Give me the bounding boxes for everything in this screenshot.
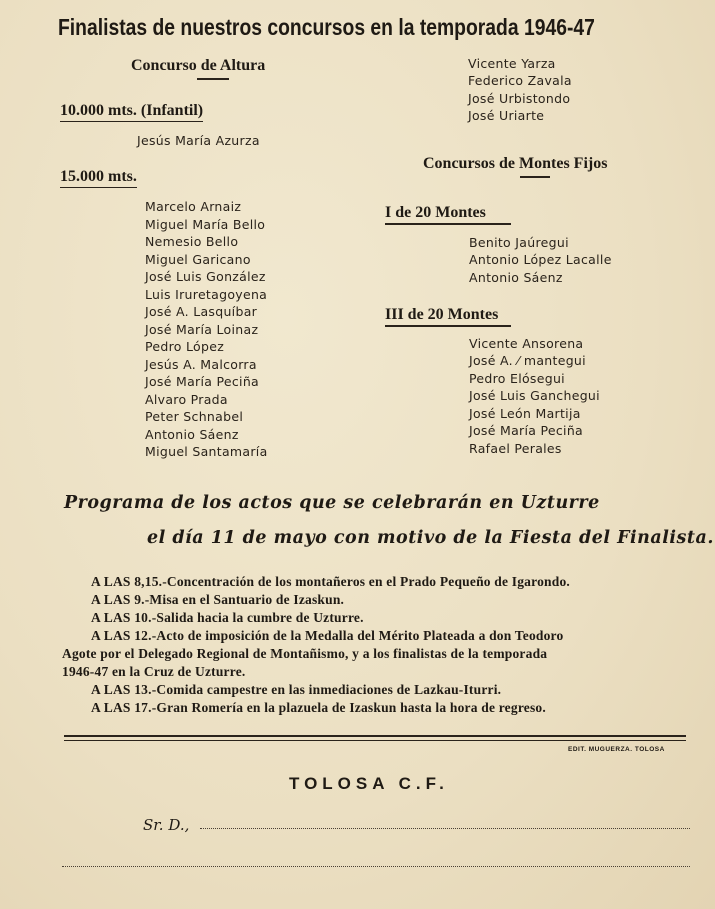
mts15000-heading: 15.000 mts. [60,168,137,188]
list-item: José Luis Ganchegui [469,388,600,403]
list-item: José A. ⁄ mantegui [469,353,586,368]
list-item: Nemesio Bello [145,234,239,249]
list-item: José Luis González [145,269,266,284]
infantil-name: Jesús María Azurza [137,133,260,148]
montes-heading-rule [520,176,550,178]
schedule-item: A LAS 10.-Salida hacia la cumbre de Uzturre. [91,610,364,625]
list-item: Rafael Perales [469,441,562,456]
list-item: Peter Schnabel [145,409,244,424]
schedule-item: A LAS 17.-Gran Romería en la plazuela de Izaskun hasta la hora de regreso. [91,700,546,715]
i20-heading-rule [385,223,511,225]
list-item: Marcelo Arnaiz [145,199,242,214]
list-item: Antonio Sáenz [469,270,563,285]
address-line-2 [62,866,690,867]
iii20-heading: III de 20 Montes [385,306,499,323]
programa-line-2: el día 11 de mayo con motivo de la Fiesta del Finalista. [147,528,714,548]
footer-rule-bottom [64,740,686,741]
list-item: Vicente Ansorena [469,336,584,351]
i20-heading: I de 20 Montes [385,204,486,221]
schedule-item: Agote por el Delegado Regional de Montañismo, y a los finalistas de la temporada [62,646,548,661]
list-item: Antonio Sáenz [145,427,239,442]
list-item: José Uriarte [468,108,545,123]
list-item: Jesús A. Malcorra [145,357,257,372]
schedule-item: A LAS 12.-Acto de imposición de la Medalla del Mérito Plateada a don Teodoro [91,628,564,643]
schedule-item: A LAS 9.-Misa en el Santuario de Izaskun. [91,592,345,607]
montes-heading: Concursos de Montes Fijos [423,155,608,172]
programa-line-1: Programa de los actos que se celebrarán en Uzturre [64,493,600,513]
page-title: Finalistas de nuestros concursos en la temporada 1946-47 [58,14,595,40]
list-item: José María Peciña [469,423,584,438]
printer-credit: EDIT. MUGUERZA. TOLOSA [568,746,665,753]
list-item: Pedro López [145,339,225,354]
schedule-item: 1946-47 en la Cruz de Uzturre. [62,664,246,679]
list-item: Federico Zavala [468,73,572,88]
list-item: Alvaro Prada [145,392,228,407]
list-item: Miguel María Bello [145,217,266,232]
list-item: José Urbistondo [468,91,571,106]
altura-heading-rule [197,78,229,80]
infantil-heading: 10.000 mts. (Infantil) [60,102,203,122]
list-item: José A. Lasquíbar [145,304,258,319]
list-item: Pedro Elósegui [469,371,565,386]
club-name: TOLOSA C.F. [289,774,449,793]
altura-heading: Concurso de Altura [131,57,266,74]
list-item: Antonio López Lacalle [469,252,612,267]
list-item: Benito Jaúregui [469,235,569,250]
iii20-heading-rule [385,325,511,327]
address-line-1 [200,828,690,829]
list-item: José León Martija [469,406,581,421]
footer-rule-top [64,735,686,737]
salutation: Sr. D., [143,816,190,834]
schedule-item: A LAS 8,15.-Concentración de los montañeros en el Prado Pequeño de Igarondo. [91,574,570,589]
list-item: Vicente Yarza [468,56,556,71]
list-item: Luis Iruretagoyena [145,287,268,302]
list-item: Miguel Santamaría [145,444,268,459]
list-item: José María Peciña [145,374,260,389]
schedule-item: A LAS 13.-Comida campestre en las inmediaciones de Lazkau-Iturri. [91,682,502,697]
list-item: José María Loinaz [145,322,259,337]
list-item: Miguel Garicano [145,252,251,267]
